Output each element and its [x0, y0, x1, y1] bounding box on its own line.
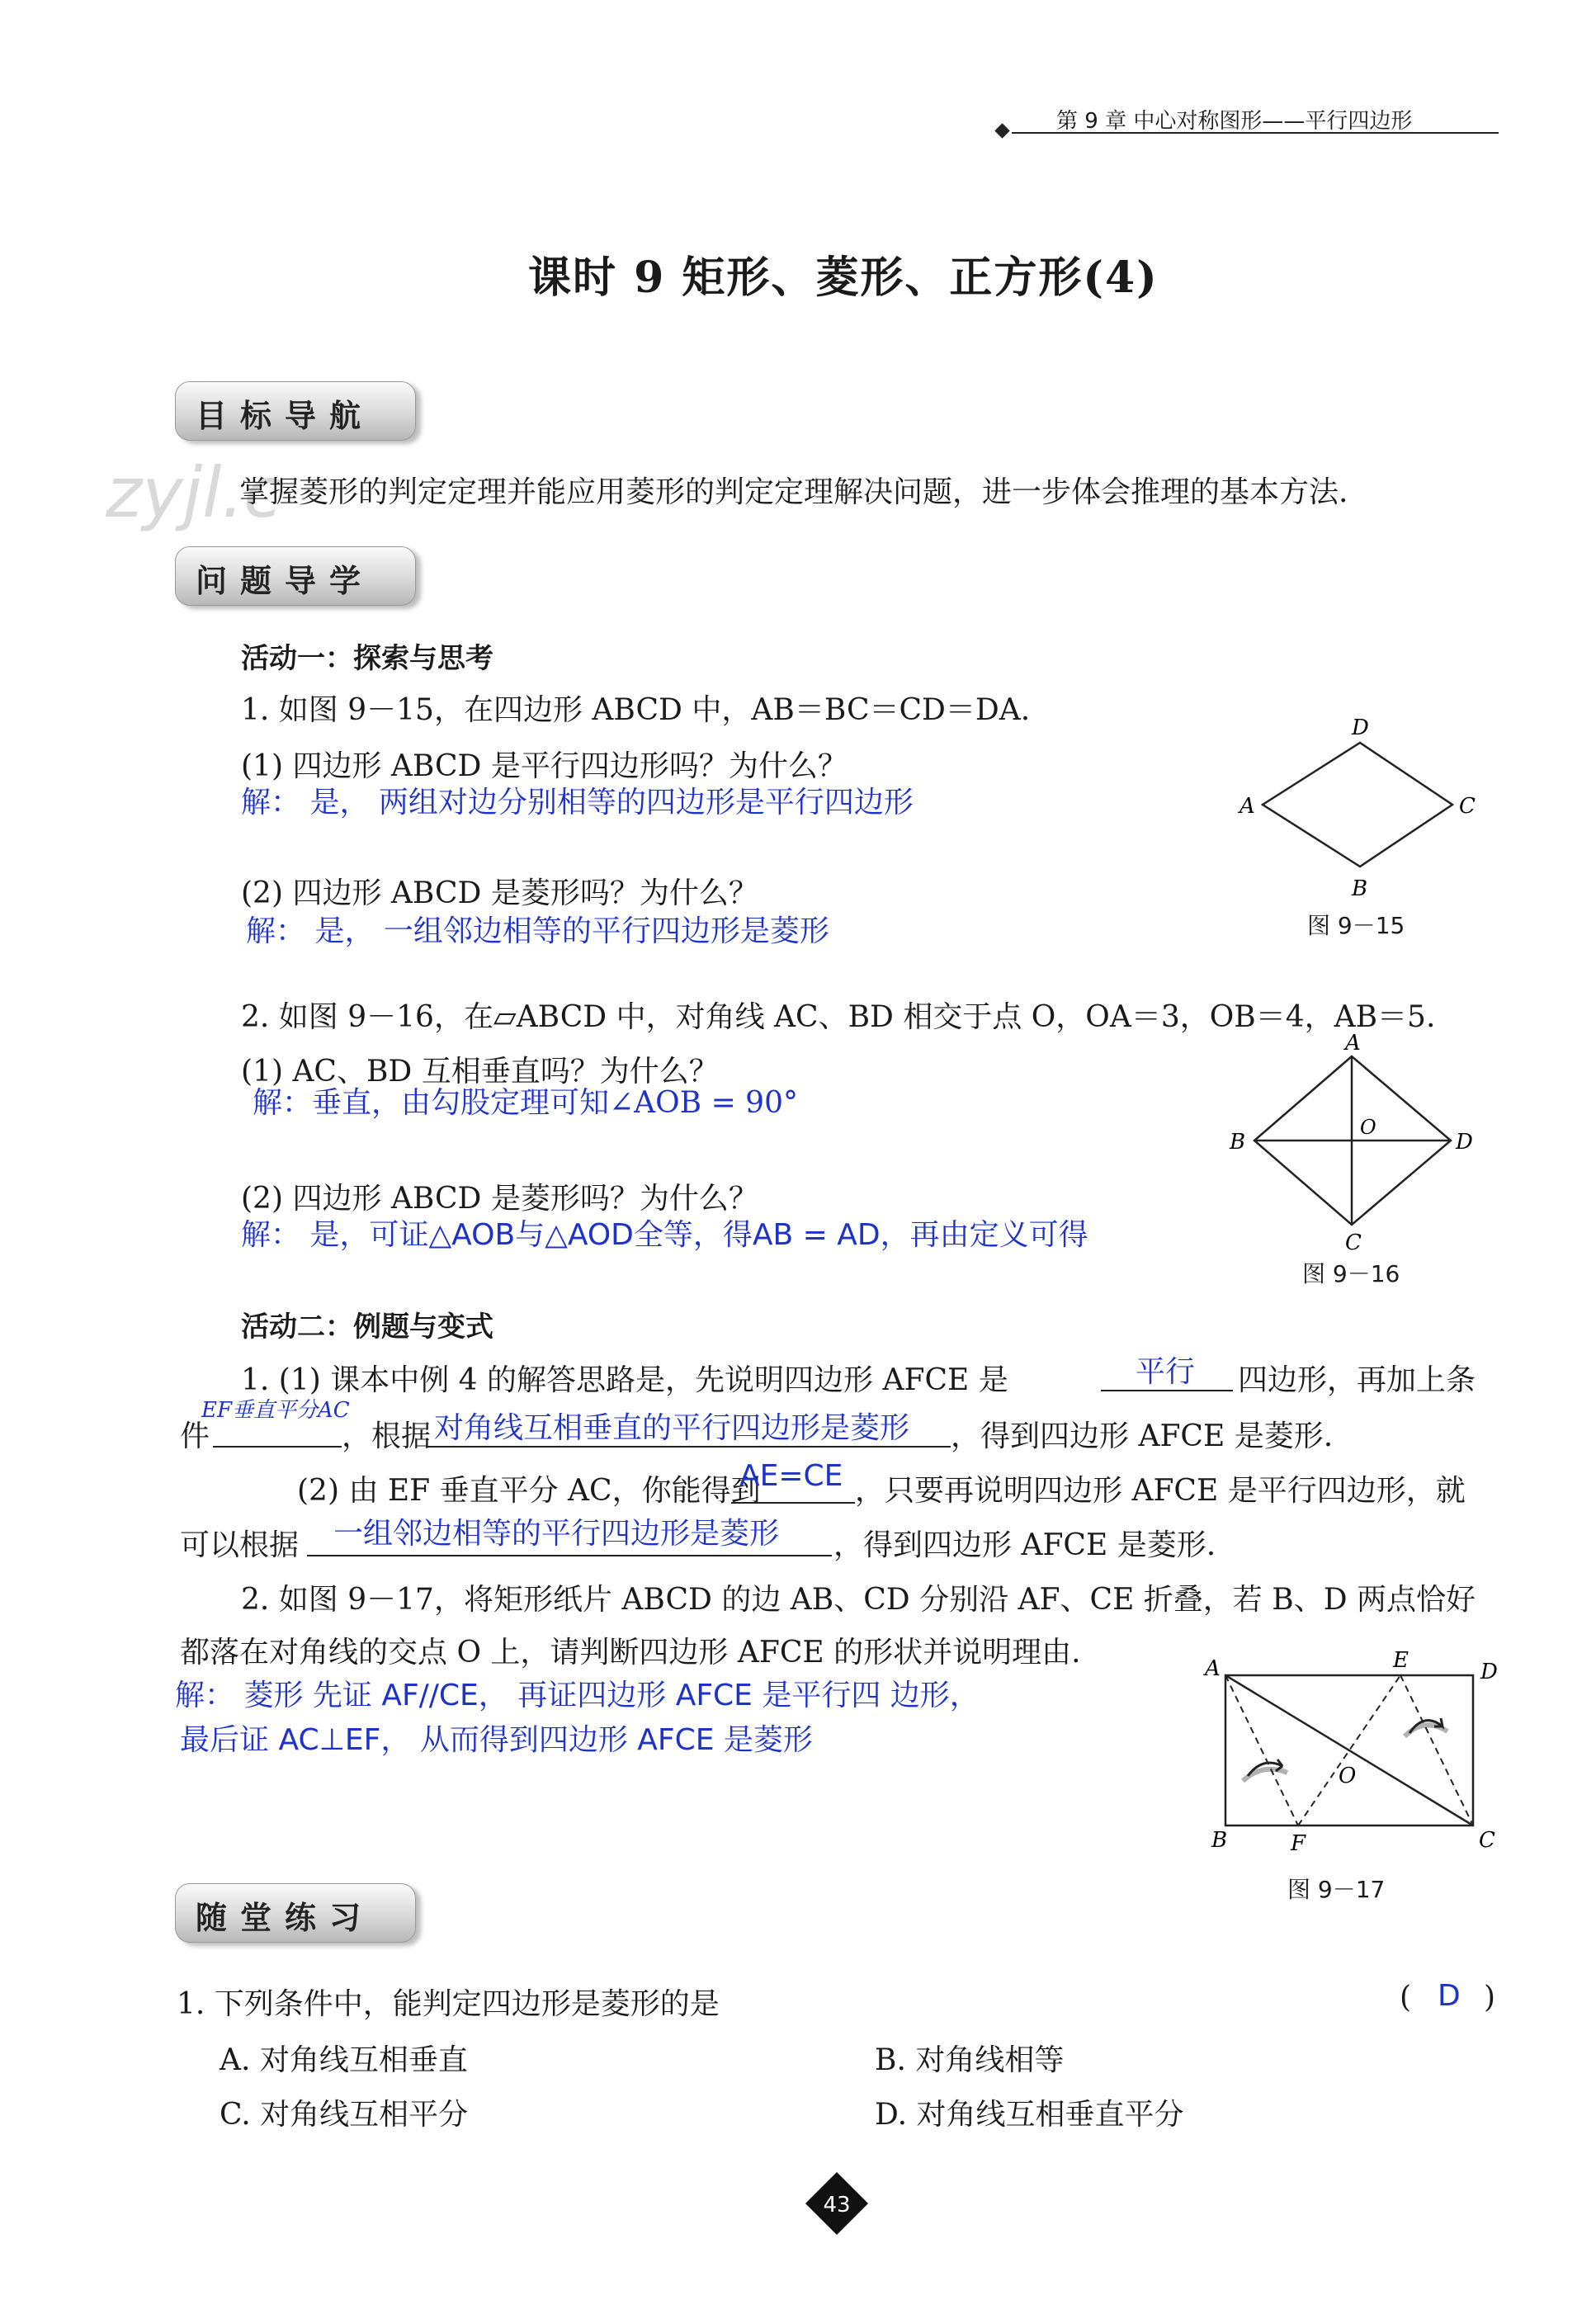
- page-title: 课时 9 矩形、菱形、正方形(4): [528, 253, 1159, 303]
- a1-q2-p1: (1) AC、BD 互相垂直吗？为什么？: [241, 1055, 719, 1089]
- fig917-arrow-shade-left: [1243, 1769, 1287, 1781]
- section-practice-badge: [175, 1883, 416, 1943]
- goal-text: 掌握菱形的判定定理并能应用菱形的判定定理解决问题，进一步体会推理的基本方法.: [239, 475, 1348, 509]
- a2-q1-blank3: 对角线互相垂直的平行四边形是菱形: [434, 1411, 910, 1445]
- figure-9-16: [1230, 1031, 1477, 1255]
- option-b: B. 对角线相等: [875, 2043, 1065, 2077]
- a2-q1-blank2-line: [213, 1446, 342, 1448]
- a2-q2-line2: 都落在对角线的交点 O 上，请判断四边形 AFCE 的形状并说明理由.: [180, 1636, 1081, 1670]
- option-c: C. 对角线互相平分: [220, 2098, 469, 2132]
- chapter-header: 第 9 章 中心对称图形——平行四边形: [1056, 109, 1413, 134]
- section-goal-label: 目标导航: [196, 398, 375, 434]
- section-guide-label: 问题导学: [196, 563, 375, 599]
- fig917-arrow-shade-right: [1405, 1725, 1447, 1736]
- a2-q1-blank5-line: [307, 1555, 832, 1556]
- header-rule: [1012, 132, 1499, 134]
- fig917-label-E: E: [1393, 1648, 1409, 1673]
- figure-9-17: [1197, 1648, 1498, 1865]
- fig915-label-C: C: [1459, 794, 1476, 819]
- a1-q1-p1: (1) 四边形 ABCD 是平行四边形吗？为什么？: [241, 749, 848, 783]
- fig915-rhombus: [1263, 743, 1452, 867]
- fig917-label-F: F: [1291, 1831, 1306, 1856]
- a2-q1-line1a: 1. (1) 课本中例 4 的解答思路是，先说明四边形 AFCE 是: [241, 1363, 1008, 1397]
- figure-9-17-caption: 图 9－17: [1287, 1876, 1386, 1903]
- fig915-label-A: A: [1239, 794, 1255, 819]
- fig917-label-A: A: [1205, 1656, 1221, 1681]
- a2-q1-line3b: ，只要再说明四边形 AFCE 是平行四边形，就: [855, 1474, 1466, 1508]
- a2-q1-line4a: 可以根据: [180, 1528, 300, 1562]
- fig916-label-D: D: [1456, 1130, 1473, 1155]
- a1-q1-p2: (2) 四边形 ABCD 是菱形吗？为什么？: [241, 876, 758, 910]
- a2-q1-blank4: AE=CE: [739, 1459, 843, 1493]
- watermark: zyjl.c: [106, 452, 282, 533]
- a2-q1-line2c: ，得到四边形 AFCE 是菱形.: [951, 1419, 1334, 1453]
- fig916-label-O: O: [1360, 1116, 1376, 1139]
- a1-q1-answer1: 解： 是， 两组对边分别相等的四边形是平行四边形: [241, 786, 914, 819]
- a2-q2-answer1: 解： 菱形 先证 AF//CE， 再证四边形 AFCE 是平行四 边形，: [175, 1679, 980, 1712]
- practice-q1-bracket-close: ): [1484, 1981, 1496, 2014]
- a1-q1-stem: 1. 如图 9－15，在四边形 ABCD 中，AB＝BC＝CD＝DA.: [241, 693, 1031, 727]
- a2-q1-blank1: 平行: [1136, 1355, 1196, 1389]
- a2-q1-blank5: 一组邻边相等的平行四边形是菱形: [333, 1517, 780, 1551]
- fig917-label-C: C: [1479, 1828, 1495, 1853]
- figure-9-15: [1238, 716, 1485, 901]
- option-d: D. 对角线互相垂直平分: [875, 2098, 1184, 2132]
- page-number-badge: [804, 2170, 870, 2236]
- a1-q2-p2: (2) 四边形 ABCD 是菱形吗？为什么？: [241, 1182, 758, 1216]
- a2-q1-line1b: 四边形，再加上条: [1238, 1363, 1476, 1397]
- a2-q1-line2b: ，根据: [342, 1419, 432, 1453]
- figure-9-15-caption: 图 9－15: [1307, 912, 1405, 939]
- a2-q1-line4b: ，得到四边形 AFCE 是菱形.: [833, 1528, 1216, 1562]
- fig916-label-B: B: [1230, 1130, 1246, 1155]
- a1-q1-answer2: 解： 是， 一组邻边相等的平行四边形是菱形: [246, 914, 829, 948]
- section-practice-label: 随堂练习: [196, 1900, 375, 1936]
- a2-q1-line2a: 件: [180, 1419, 210, 1453]
- a2-q1-blank2: EF垂直平分AC: [201, 1398, 350, 1423]
- a1-q2-answer2: 解： 是，可证△AOB与△AOD全等，得AB = AD，再由定义可得: [241, 1218, 1088, 1252]
- a1-q2-stem: 2. 如图 9－16，在▱ABCD 中，对角线 AC、BD 相交于点 O，OA＝3，OB＝4，AB＝5.: [241, 1000, 1436, 1034]
- option-a: A. 对角线互相垂直: [220, 2043, 468, 2077]
- section-guide-badge: [175, 546, 416, 606]
- activity2-heading: 活动二：例题与变式: [241, 1311, 493, 1344]
- fig917-label-O: O: [1339, 1764, 1357, 1788]
- a2-q2-answer2: 最后证 AC⊥EF， 从而得到四边形 AFCE 是菱形: [180, 1723, 813, 1757]
- fig917-label-D: D: [1480, 1660, 1498, 1684]
- figure-9-16-caption: 图 9－16: [1302, 1260, 1400, 1287]
- a2-q2-line1: 2. 如图 9－17，将矩形纸片 ABCD 的边 AB、CD 分别沿 AF、CE 折叠，若 B、D 两点恰好: [241, 1583, 1476, 1617]
- fig915-label-D: D: [1352, 716, 1369, 740]
- practice-q1-bracket-open: (: [1400, 1981, 1412, 2014]
- practice-q1-answer: D: [1438, 1979, 1461, 2013]
- fig916-label-A: A: [1345, 1031, 1361, 1056]
- activity1-heading: 活动一：探索与思考: [241, 642, 493, 675]
- section-goal-badge: [175, 381, 416, 441]
- header-diamond: [994, 123, 1009, 138]
- a1-q2-answer1: 解：垂直，由勾股定理可知∠AOB = 90°: [253, 1086, 798, 1120]
- page-number-diamond: [804, 2170, 870, 2236]
- a2-q1-line3a: (2) 由 EF 垂直平分 AC，你能得到: [297, 1474, 761, 1508]
- a2-q1-blank4-line: [731, 1502, 855, 1504]
- practice-q1: 1. 下列条件中，能判定四边形是菱形的是: [177, 1987, 720, 2021]
- fig916-label-C: C: [1345, 1230, 1362, 1255]
- fig917-label-B: B: [1211, 1828, 1228, 1853]
- fig915-label-B: B: [1352, 876, 1368, 901]
- page-number: 43: [823, 2193, 851, 2217]
